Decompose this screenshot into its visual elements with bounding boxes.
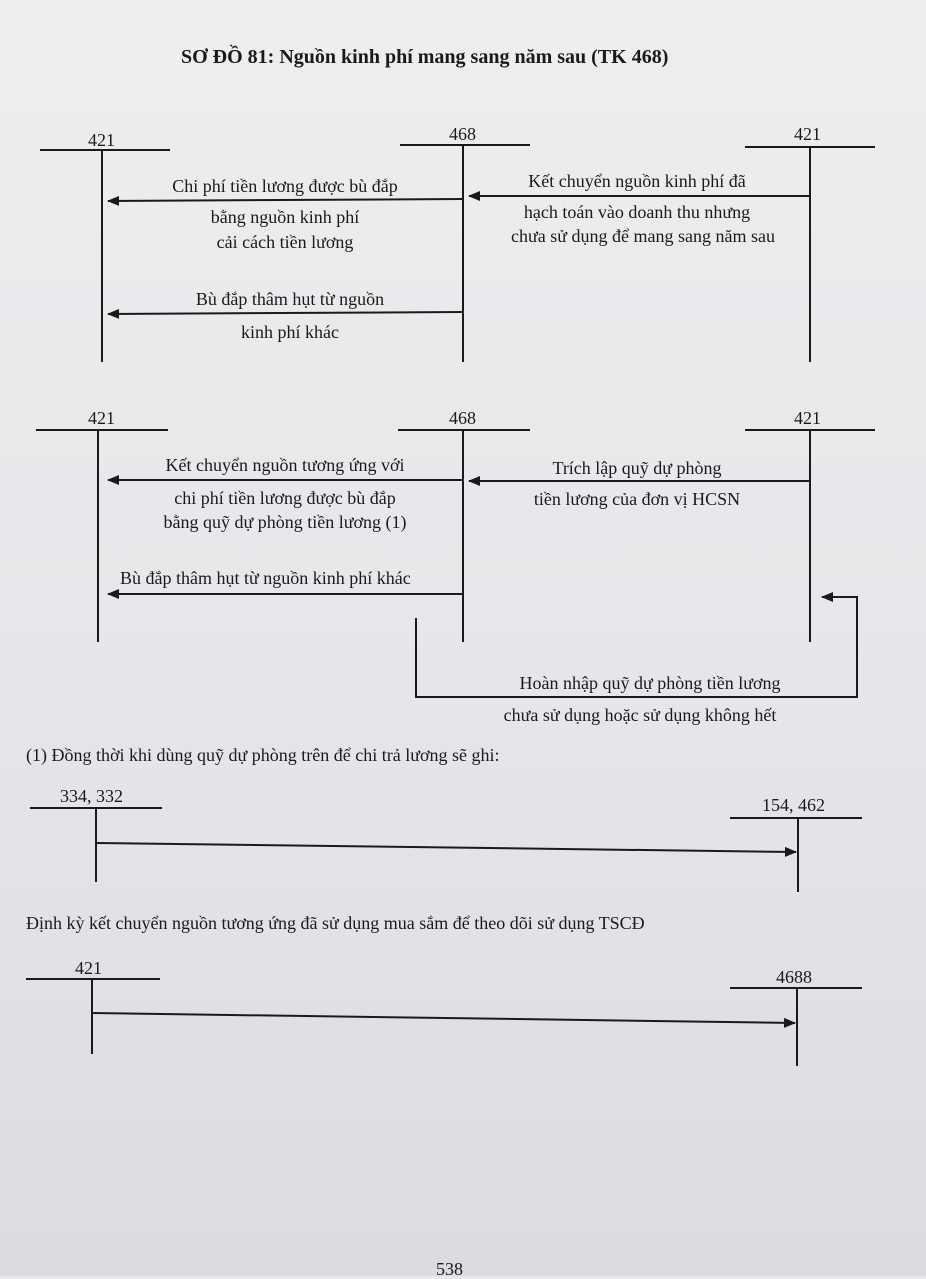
note1-account-right-label: 154, 462 xyxy=(762,795,825,815)
d1-account-mid-label: 468 xyxy=(449,124,476,144)
page-number: 538 xyxy=(436,1259,463,1279)
d2-arrow3-label-line2: tiền lương của đơn vị HCSN xyxy=(533,489,741,509)
note1-account-left-label: 334, 332 xyxy=(60,786,123,806)
d1-arrow2-label-line2: kinh phí khác xyxy=(241,322,339,342)
d1-arrow-2 xyxy=(108,312,463,314)
note2-account-left-label: 421 xyxy=(75,958,102,978)
d1-arrow2-label-line1: Bù đắp thâm hụt từ nguồn xyxy=(195,289,385,309)
d2-arrow1-label-line3: bằng quỹ dự phòng tiền lương (1) xyxy=(163,512,407,532)
d1-arrow3-label-line1: Kết chuyển nguồn kinh phí đã xyxy=(528,171,746,191)
d2-account-left-label: 421 xyxy=(88,408,115,428)
d1-arrow1-label-line3: cải cách tiền lương xyxy=(216,232,354,252)
d1-arrow1-label-line1: Chi phí tiền lương được bù đắp xyxy=(172,176,398,196)
d2-arrow4-label-line1: Hoàn nhập quỹ dự phòng tiền lương xyxy=(519,673,781,693)
diagram-title: SƠ ĐỒ 81: Nguồn kinh phí mang sang năm sau (TK 468) xyxy=(181,46,669,68)
d1-arrow3-label-line3: chưa sử dụng để mang sang năm sau xyxy=(511,226,775,246)
d2-arrow2-label: Bù đắp thâm hụt từ nguồn kinh phí khác xyxy=(120,568,411,588)
d2-account-mid-label: 468 xyxy=(449,408,476,428)
d1-account-left-label: 421 xyxy=(88,130,115,150)
d1-account-right-label: 421 xyxy=(794,124,821,144)
d1-arrow1-label-line2: bằng nguồn kinh phí xyxy=(210,207,360,227)
d2-account-right-label: 421 xyxy=(794,408,821,428)
d2-arrow3-label-line1: Trích lập quỹ dự phòng xyxy=(552,458,722,478)
note2-account-right-label: 4688 xyxy=(776,967,812,987)
d1-arrow3-label-line2: hạch toán vào doanh thu nhưng xyxy=(523,202,751,222)
note1-text: (1) Đồng thời khi dùng quỹ dự phòng trên để chi trả lương sẽ ghi: xyxy=(26,745,500,765)
d1-arrow-1 xyxy=(108,199,463,201)
d2-arrow4-label-line2: chưa sử dụng hoặc sử dụng không hết xyxy=(503,705,777,725)
d2-arrow1-label-line2: chi phí tiền lương được bù đắp xyxy=(174,488,396,508)
n2-arrow xyxy=(92,1013,795,1023)
n1-arrow xyxy=(96,843,796,852)
note2-text: Định kỳ kết chuyển nguồn tương ứng đã sử dụng mua sắm để theo dõi sử dụng TSCĐ xyxy=(26,913,645,933)
d2-arrow1-label-line1: Kết chuyển nguồn tương ứng với xyxy=(165,455,405,475)
